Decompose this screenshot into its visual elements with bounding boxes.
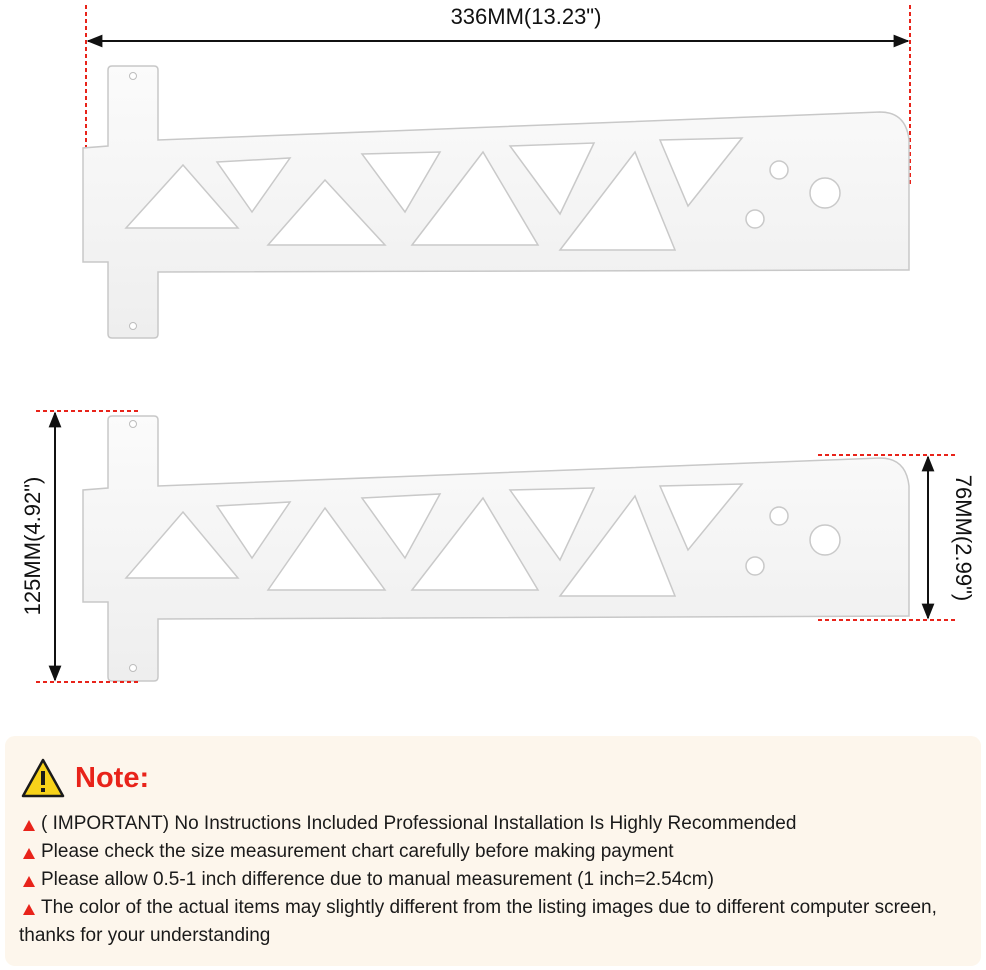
note-item-text: Please check the size measurement chart carefully before making payment (41, 841, 674, 862)
bullet-triangle-icon (23, 848, 35, 859)
bullet-triangle-icon (23, 820, 35, 831)
note-title: Note: (75, 761, 150, 794)
note-item (19, 810, 969, 838)
bracket-top (83, 66, 909, 338)
note-item-text: Please allow 0.5-1 inch difference due to manual measurement (1 inch=2.54cm) (41, 869, 714, 890)
note-item (19, 838, 969, 866)
note-header (21, 756, 149, 800)
bracket-bottom (83, 416, 909, 681)
right-height-label: 76MM(2.99") (951, 474, 976, 602)
note-list (19, 810, 969, 950)
length-label: 336MM(13.23") (450, 4, 602, 29)
left-height-label: 125MM(4.92") (20, 476, 45, 616)
bullet-triangle-icon (23, 876, 35, 887)
note-item (19, 866, 969, 894)
note-panel (5, 736, 981, 966)
bullet-triangle-icon (23, 904, 35, 915)
note-item-text: ( IMPORTANT) No Instructions Included Professional Installation Is Highly Recommended (41, 813, 797, 834)
warning-triangle-icon (21, 758, 65, 798)
note-item-text: The color of the actual items may slightly different from the listing images due to different computer screen, thanks for your understanding (19, 897, 937, 946)
note-item (19, 894, 969, 950)
